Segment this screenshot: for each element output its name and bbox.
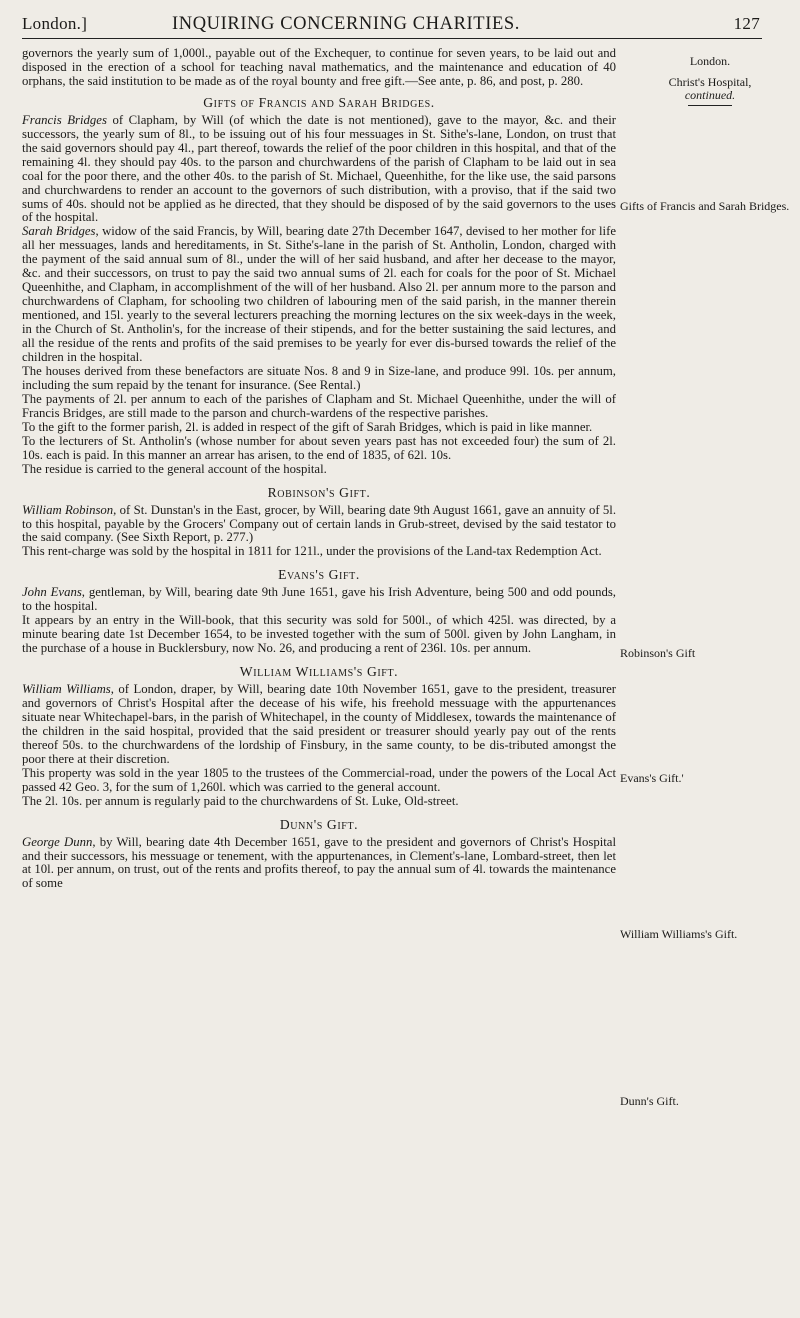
- margin-continued: continued.: [684, 88, 736, 102]
- header-rule: [22, 38, 762, 39]
- text-john-evans: , gentleman, by Will, bearing date 9th June 1651, gave his Irish Adventure, being 500 and odd pounds, to the hospital.: [22, 585, 616, 614]
- name-william-robinson: William Robinson: [22, 502, 114, 517]
- text-sarah-bridges: , widow of the said Francis, by Will, bearing date 27th December 1647, devised to her mother for life all her messuages, lands and hereditaments, in St. Sithe's-lane in the parish of St. Antholin, London, charged with the payment of the said annual sum of 8l., under the will of her said husband, and after her decease to the mayor, &c. and their successors, on trust to pay the said two annual sums of 2l. each for coals for the poor of St. Michael Queenhithe, and Clapham, in accomplishment of the will of her husband. Also 2l. per annum more to the parson and churchwardens of Clapham, for schooling two children of labouring men of the said parish, in the manner therein mentioned, and 15l. yearly to the several lecturers preaching the morning lectures on the six week-days in the week, in the Church of St. Antholin's, for the increase of their stipends, and for the better sustaining the said lectures, and all the residue of the rents and profits of the said premises to be yearly for ever dis-bursed towards the relief of the children in the hospital.: [22, 224, 617, 365]
- header-section: London.]: [22, 14, 88, 33]
- margin-christs-hospital: Christ's Hospital,: [668, 74, 752, 89]
- paragraph-sarah-bridges: [22, 225, 616, 365]
- paragraph-rent-charge: This rent-charge was sold by the hospital in 1811 for 121l., under the provisions of the Land-tax Redemption Act.: [22, 544, 602, 559]
- name-george-dunn: George Dunn: [22, 834, 93, 849]
- paragraph-property-sold: This property was sold in the year 1805 to the trustees of the Commercial-road, under the powers of the Local Act passed 42 Geo. 3, for the sum of 1,260l. which was carried to the general account.: [22, 765, 616, 794]
- section-heading-bridges: Gifts of Francis and Sarah Bridges.: [203, 94, 435, 110]
- margin-note-dunn: Dunn's Gift.: [620, 1094, 679, 1108]
- text-william-robinson: , of St. Dunstan's in the East, grocer, by Will, bearing date 9th August 1661, gave an annuity of 5l. to this hospital, payable by the Grocers' Company out of certain lands in Grub-street, devised by the said testator to the said company. (See Sixth Report, p. 277.): [22, 502, 617, 545]
- name-sarah-bridges: Sarah Bridges: [22, 224, 96, 239]
- paragraph-george-dunn: [22, 836, 616, 892]
- section-heading-dunn: Dunn's Gift.: [279, 816, 359, 832]
- paragraph-payments: The payments of 2l. per annum to each of the parishes of Clapham and St. Michael Queenhithe, under the will of Francis Bridges, are still made to the parson and church-wardens of the respective parishes.: [22, 391, 616, 420]
- paragraph-st-luke: The 2l. 10s. per annum is regularly paid to the churchwardens of St. Luke, Old-street.: [22, 793, 459, 808]
- margin-note-williams: William Williams's Gift.: [620, 927, 738, 941]
- section-heading-evans: Evans's Gift.: [278, 567, 360, 583]
- paragraph-former-parish: To the gift to the former parish, 2l. is added in respect of the gift of Sarah Bridges, which is paid in like manner.: [22, 419, 593, 434]
- text-george-dunn: , by Will, bearing date 4th December 1651, gave to the president and governors of Christ's Hospital and their successors, his messuage or tenement, with the appurtenances, in Clement's-lane, Lombard-street, then let at 10l. per annum, on trust, out of the rents and profits thereof, to pay the annual sum of 4l. towards the maintenance of some: [22, 834, 616, 891]
- main-text: [22, 47, 616, 891]
- margin-london: London.: [689, 54, 731, 68]
- paragraph-will-book: It appears by an entry in the Will-book, that this security was sold for 500l., of which 425l. was directed, by a minute bearing date 1st December 1654, to be invested together with the sum of 500l. given by John Langham, in the purchase of a house in Bucklersbury, now No. 26, and producing a rent of 236l. 10s. per annum.: [22, 613, 616, 656]
- text-francis-bridges: of Clapham, by Will (of which the date is not mentioned), gave to the mayor, &c. and their successors, the yearly sum of 8l., to be issuing out of his four messuages in St. Sithe's-lane, London, on trust that the said governors should pay 4l., part thereof, towards the relief of the poor children in this hospital, and that of the remaining 4l. they should pay 40s. to the parson and churchwardens of the parish of Clapham to be laid out in sea coal for the poor there, and the other 40s. to the parish of St. Michael, Queenhithe, for the like use, the said parsons and churchwardens to render an account to the governors of such distribution, with a proviso, that if the said two sums of 40s. should not be applied as he directed, that they should be disposed of by the said governors to the uses of the hospital.: [22, 112, 617, 225]
- name-francis-bridges: Francis Bridges: [22, 112, 107, 127]
- page-number: 127: [733, 14, 760, 33]
- text-william-williams: , of London, draper, by Will, bearing date 10th November 1651, gave to the president, treasurer and governors of Christ's Hospital after the decease of his wife, his freehold messuage with the appurtenances situate near Whitechapel-bars, in the parish of Whitechapel, in the county of Middlesex, towards the maintenance of the children in the said hospital, provided that the said president or treasurer should yearly pay out of the rents thereof 50s. to the churchwardens of the lordship of Finsbury, in the same county, to be dis-tributed amongst the poor there at their discretion.: [22, 682, 617, 766]
- paragraph-continued: governors the yearly sum of 1,000l., payable out of the Exchequer, to continue for seven years, to be laid out and disposed in the erection of a school for teaching naval mathematics, and the maintenance and education of 40 orphans, the said institution to be made as of the royal bounty and free gift.—See ante, p. 86, and post, p. 280.: [22, 46, 616, 88]
- paragraph-residue: The residue is carried to the general account of the hospital.: [22, 461, 327, 476]
- header-title: INQUIRING CONCERNING CHARITIES.: [172, 14, 520, 34]
- margin-note-robinson: Robinson's Gift: [620, 646, 696, 660]
- paragraph-william-robinson: [22, 504, 616, 546]
- margin-note-bridges: Gifts of Francis and Sarah Bridges.: [620, 199, 790, 213]
- margin-rule: [688, 105, 732, 106]
- paragraph-john-evans: [22, 586, 616, 614]
- name-john-evans: John Evans: [22, 585, 82, 600]
- paragraph-lecturers: To the lecturers of St. Antholin's (whose number for about seven years past has not exceeded four) the sum of 2l. 10s. each is paid. In this manner an arrear has arisen, to the end of 1835, of 62l. 10s.: [22, 433, 616, 462]
- paragraph-houses: The houses derived from these benefactors are situate Nos. 8 and 9 in Size-lane, and produce 99l. 10s. per annum, including the sum repaid by the tenant for insurance. (See Rental.): [22, 363, 616, 392]
- margin-note-christs-hospital: [625, 55, 795, 106]
- paragraph-francis-bridges: [22, 114, 616, 226]
- margin-note-evans: Evans's Gift.': [620, 771, 684, 785]
- name-william-williams: William Williams: [22, 682, 111, 697]
- running-header: [22, 10, 760, 38]
- section-heading-williams: William Williams's Gift.: [239, 664, 399, 680]
- paragraph-william-williams: [22, 683, 616, 767]
- section-heading-robinson: Robinson's Gift.: [267, 484, 371, 500]
